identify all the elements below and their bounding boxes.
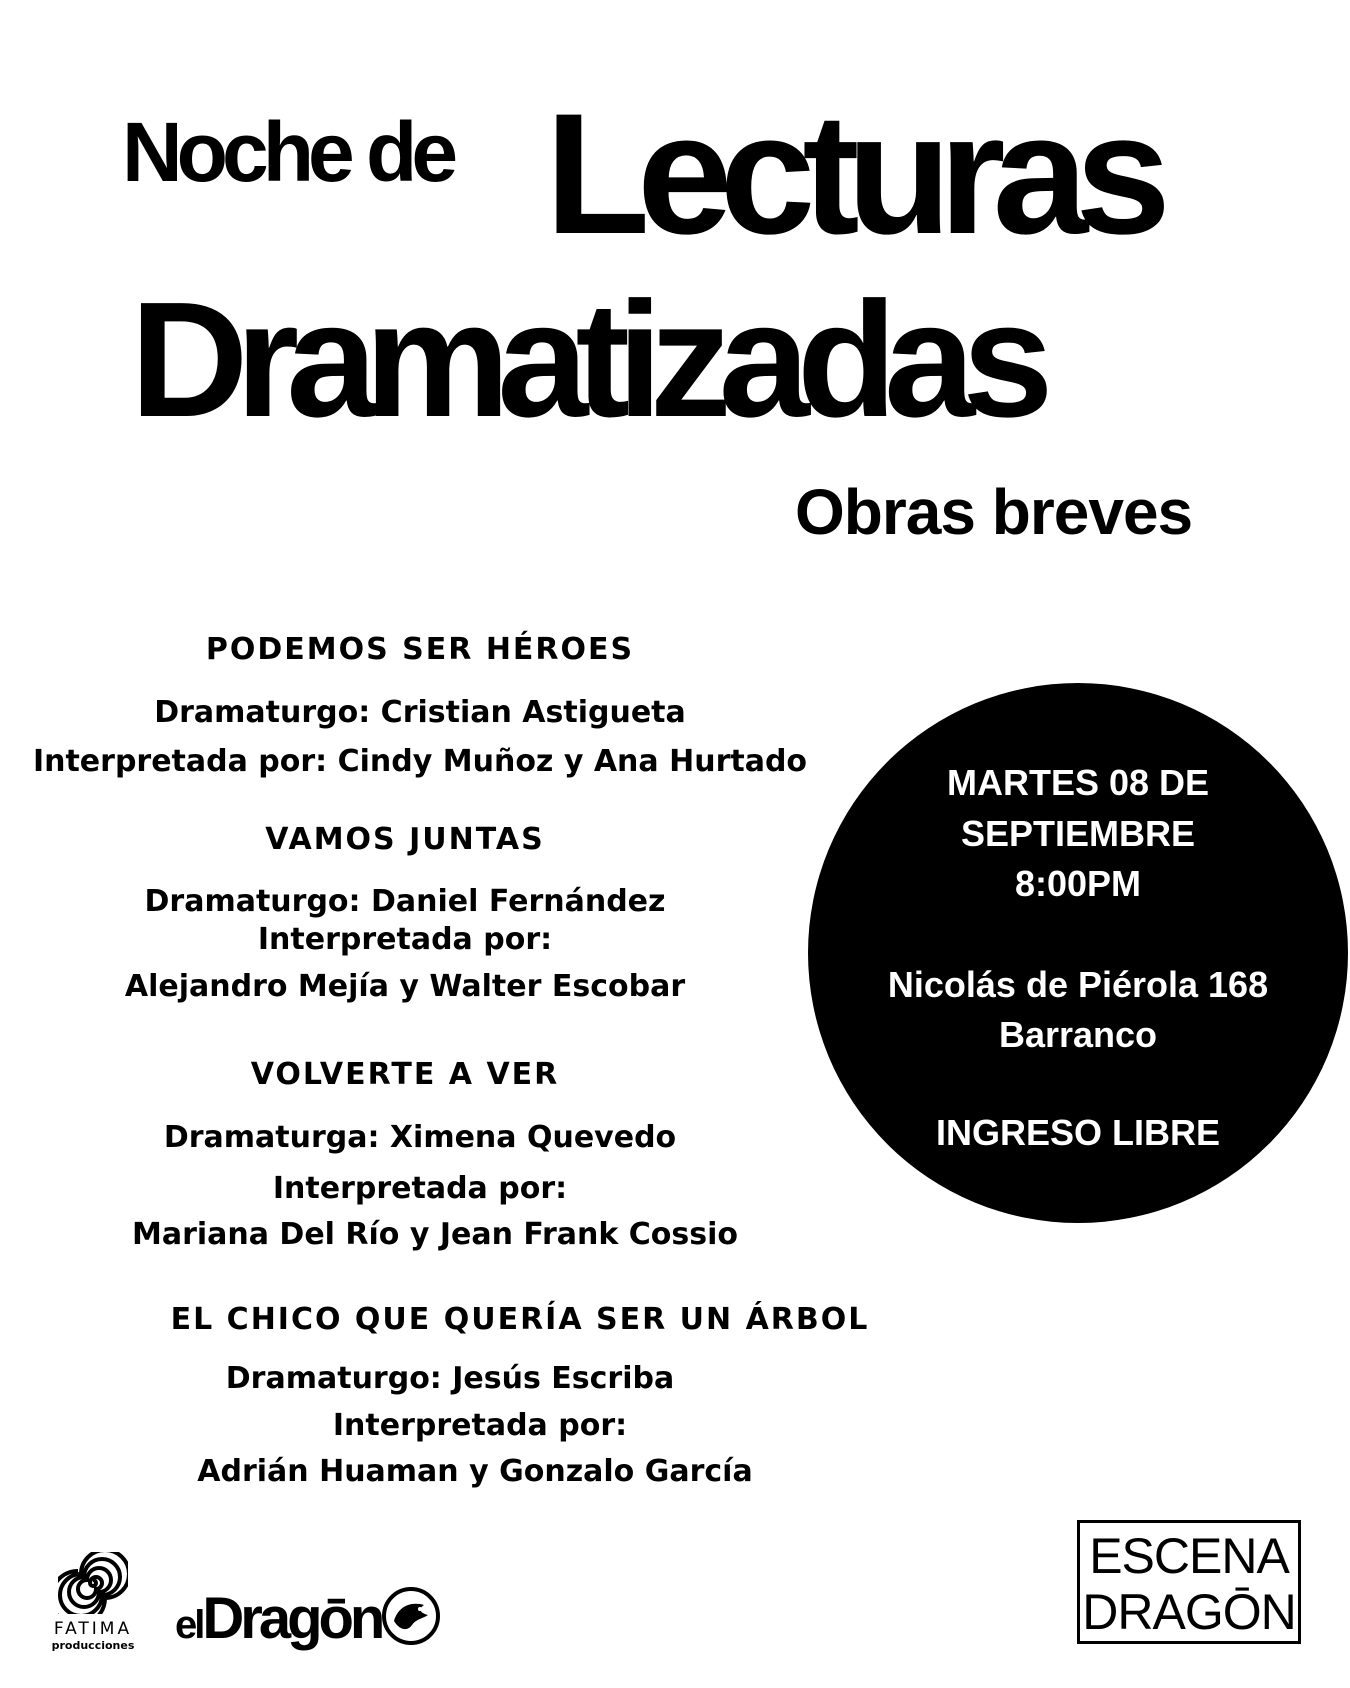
play-author: Dramaturgo: Cristian Astigueta <box>154 695 686 730</box>
fatima-sub: producciones <box>51 1639 135 1652</box>
title-dramatizadas: Dramatizadas <box>130 268 1041 451</box>
escena-line2: DRAGŌN <box>1082 1584 1296 1640</box>
play-title: PODEMOS SER HÉROES <box>205 632 635 667</box>
play-author: Dramaturgo: Daniel Fernández <box>144 884 666 919</box>
fatima-logo <box>38 1552 148 1652</box>
escena-dragon-logo <box>1077 1520 1301 1644</box>
play-3 <box>20 1057 790 1260</box>
event-admission: INGRESO LIBRE <box>935 1112 1221 1153</box>
play-cast-label: Interpretada por: <box>272 1171 568 1206</box>
play-cast: Alejandro Mejía y Walter Escobar <box>124 969 686 1004</box>
eldragon-prefix: el <box>175 1603 203 1647</box>
event-address: Nicolás de Piérola 168 <box>887 964 1269 1005</box>
title-noche-de: Noche de <box>122 105 453 199</box>
play-author: Dramaturga: Ximena Quevedo <box>163 1120 677 1155</box>
play-title: EL CHICO QUE QUERÍA SER UN ÁRBOL <box>170 1302 870 1337</box>
play-cast-label: Interpretada por: <box>332 1408 628 1443</box>
event-date-line1: MARTES 08 DE <box>946 762 1210 803</box>
spiral-icon <box>58 1552 128 1614</box>
event-info-circle <box>808 683 1348 1223</box>
event-time: 8:00PM <box>1014 863 1142 904</box>
play-cast: Mariana Del Río y Jean Frank Cossio <box>131 1217 739 1252</box>
play-title: VOLVERTE A VER <box>250 1057 560 1092</box>
title-lecturas: Lecturas <box>545 78 1158 270</box>
eldragon-logo <box>175 1585 445 1655</box>
play-cast: Interpretada por: Cindy Muñoz y Ana Hurtado <box>32 744 808 779</box>
dragon-emblem-icon <box>380 1585 442 1647</box>
event-date-line2: SEPTIEMBRE <box>960 813 1196 854</box>
subtitle: Obras breves <box>795 476 1193 548</box>
eldragon-name: Dragōn <box>202 1586 382 1651</box>
fatima-name: FATIMA <box>53 1619 133 1639</box>
event-district: Barranco <box>998 1014 1158 1055</box>
play-cast: Adrián Huaman y Gonzalo García <box>197 1454 753 1489</box>
escena-line1: ESCENA <box>1089 1528 1289 1584</box>
play-cast-label: Interpretada por: <box>257 922 553 957</box>
play-2 <box>20 822 790 1005</box>
play-4 <box>40 1302 1000 1495</box>
play-1 <box>20 632 820 785</box>
play-author: Dramaturgo: Jesús Escriba <box>225 1361 675 1396</box>
play-title: VAMOS JUNTAS <box>265 822 545 857</box>
